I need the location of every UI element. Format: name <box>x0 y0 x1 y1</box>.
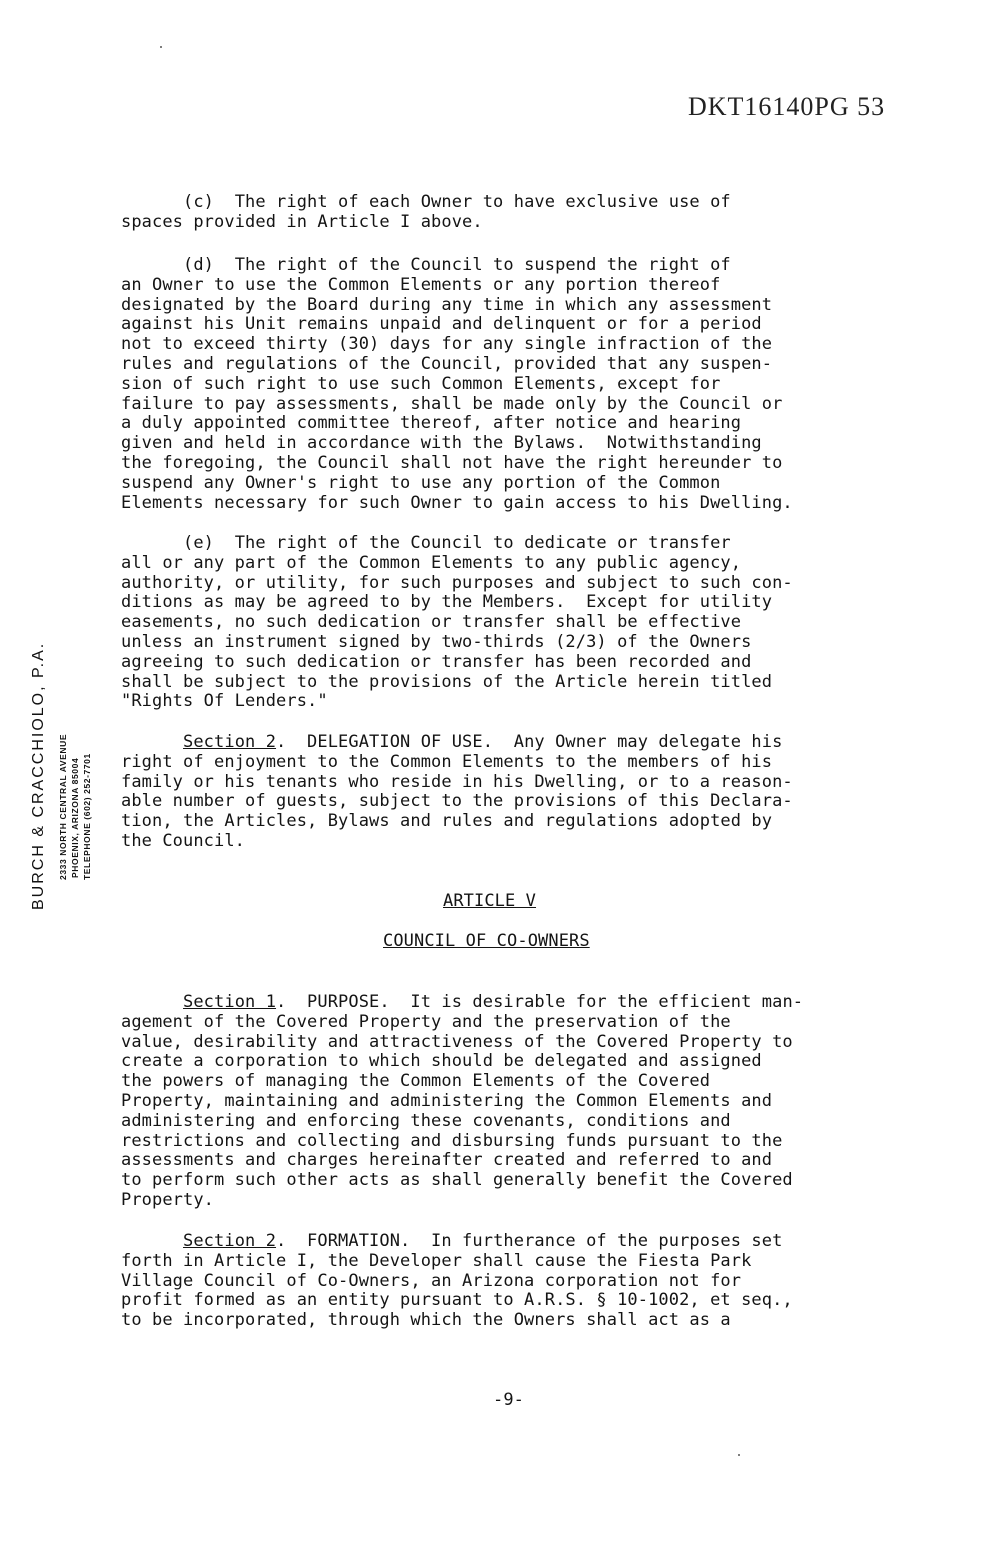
firm-address-city: PHOENIX, ARIZONA 85004 <box>70 757 80 878</box>
section-2-text: . DELEGATION OF USE. Any Owner may delegate his right of enjoyment to the Common Elements to the members of his family or his tenants who reside in his Dwelling, or to a reason- able number of guests, subject to the provisions of this Declara- tion, the Articles, Bylaws and rules and regulations adopted by the Council. <box>121 732 793 851</box>
scan-speck <box>160 46 162 48</box>
article-title-text: COUNCIL OF CO-OWNERS <box>383 931 590 951</box>
article-heading-text: ARTICLE V <box>443 891 537 911</box>
section-1-purpose <box>121 993 803 1211</box>
section-2-formation-text: . FORMATION. In furtherance of the purposes set forth in Article I, the Developer shall cause the Fiesta Park Village Council of Co-Owners, an Arizona corporation not for profit formed as an entity pursuant to A.R.S. § 10-1002, et seq., to be incorporated, through which the Owners shall act as a <box>121 1231 793 1331</box>
firm-telephone: TELEPHONE (602) 252-7701 <box>82 753 92 880</box>
firm-address-street: 2333 NORTH CENTRAL AVENUE <box>58 733 68 880</box>
scan-speck <box>738 1454 740 1456</box>
paragraph-c: (c) The right of each Owner to have exclusive use of spaces provided in Article I above. <box>121 192 731 232</box>
law-firm-sidebar <box>30 630 106 910</box>
section-2-formation-label: Section 2 <box>183 1231 277 1251</box>
section-2-delegation <box>121 733 793 852</box>
docket-page-number: DKT16140PG 53 <box>688 92 886 121</box>
section-2-formation <box>121 1232 793 1331</box>
section-1-label: Section 1 <box>183 992 277 1012</box>
page-number: -9- <box>493 1390 525 1410</box>
section-2-label: Section 2 <box>183 732 277 752</box>
paragraph-e: (e) The right of the Council to dedicate or transfer all or any part of the Common Elements to any public agency, authority, or utility, for such purposes and subject to such con- ditions as may be agreed to by the Members. Except for utility easements, no such dedication or transfer shall be effective unless an instrument signed by two-thirds (2/3) of the Owners agreeing to such dedication or transfer has been recorded and shall be subject to the provisions of the Article herein titled "Rights Of Lenders." <box>121 533 793 712</box>
article-title <box>383 932 590 952</box>
article-heading <box>443 892 536 912</box>
firm-name: BURCH & CRACCHIOLO, P.A. <box>30 641 47 910</box>
section-1-text: . PURPOSE. It is desirable for the efficient man- agement of the Covered Property and the preservation of the value, desirability and attractiveness of the Covered Property to create a corporation to which should be delegated and assigned the powers of managing the Common Elements of the Covered Property, maintaining and administering the Common Elements and administering and enforcing these covenants, conditions and restrictions and collecting and disbursing funds pursuant to the assessments and charges hereinafter created and referred to and to perform such other acts as shall generally benefit the Covered Property. <box>121 992 804 1210</box>
paragraph-d: (d) The right of the Council to suspend the right of an Owner to use the Common Elements or any portion thereof designated by the Board during any time in which any assessment against his Unit remains unpaid and delinquent or for a period not to exceed thirty (30) days for any single infraction of the rules and regulations of the Council, provided that any suspen- sion of such right to use such Common Elements, except for failure to pay assessments, shall be made only by the Council or a duly appointed committee thereof, after notice and hearing given and held in accordance with the Bylaws. Notwithstanding the foregoing, the Council shall not have the right hereunder to suspend any Owner's right to use any portion of the Common Elements necessary for such Owner to gain access to his Dwelling. <box>121 255 793 513</box>
